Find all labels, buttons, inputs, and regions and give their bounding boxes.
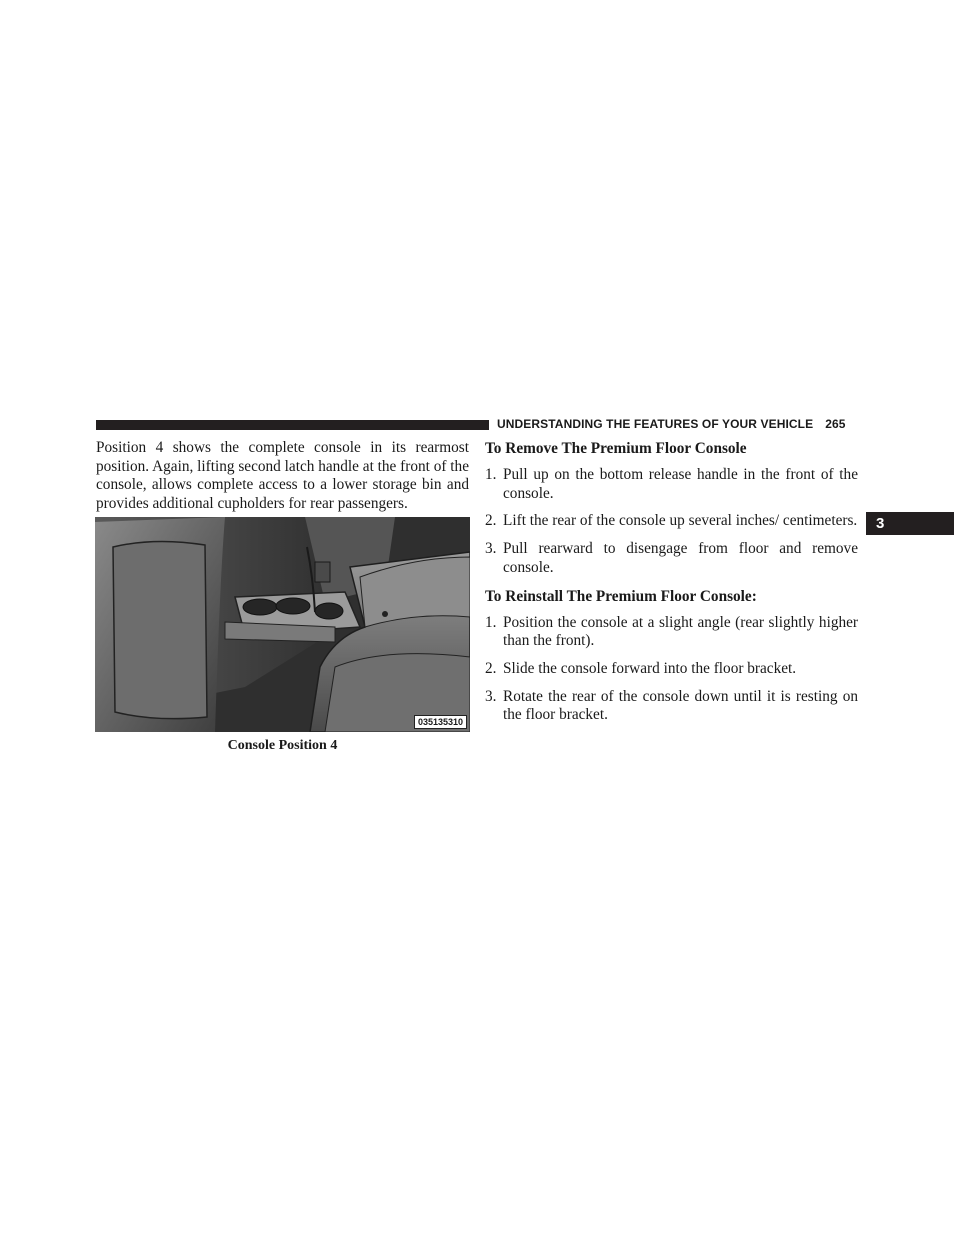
list-item xyxy=(485,614,858,651)
reinstall-heading: To Reinstall The Premium Floor Console: xyxy=(485,587,757,605)
step-number: 2. xyxy=(485,512,497,530)
step-number: 1. xyxy=(485,613,497,631)
figure-caption: Console Position 4 xyxy=(227,738,338,753)
list-item xyxy=(485,512,858,531)
step-text: Pull up on the bottom release handle in the front of the console. xyxy=(503,466,858,502)
step-number: 2. xyxy=(485,659,497,677)
step-text: Slide the console forward into the floor bracket. xyxy=(503,659,797,677)
list-item xyxy=(485,660,858,679)
header-rule xyxy=(96,420,489,430)
remove-steps xyxy=(485,466,858,578)
console-illustration xyxy=(95,517,470,732)
reinstall-steps xyxy=(485,614,858,726)
step-number: 3. xyxy=(485,687,497,705)
step-text: Pull rearward to disengage from floor and remove console. xyxy=(503,540,858,576)
list-item xyxy=(485,688,858,725)
instructions-column xyxy=(485,439,858,734)
running-header xyxy=(497,417,846,431)
step-text: Position the console at a slight angle (rear slightly higher than the front). xyxy=(503,613,858,650)
image-code-label: 035135310 xyxy=(414,715,467,729)
remove-heading: To Remove The Premium Floor Console xyxy=(485,440,747,457)
step-number: 1. xyxy=(485,466,497,483)
chapter-tab: 3 xyxy=(866,512,954,535)
list-item xyxy=(485,540,858,577)
console-illustration-drawing xyxy=(95,517,470,732)
step-text: Rotate the rear of the console down until it is resting on the floor bracket. xyxy=(503,687,858,724)
step-number: 3. xyxy=(485,540,497,558)
page-number: 265 xyxy=(825,417,846,431)
intro-paragraph: Position 4 shows the complete console in its rearmost position. Again, lifting second latch handle at the front of the console, allows complete access to a lower storage bin and provides additional cupholders for rear passengers. xyxy=(96,439,469,513)
list-item xyxy=(485,466,858,503)
step-text: Lift the rear of the console up several inches/ centimeters. xyxy=(503,512,858,530)
section-title: UNDERSTANDING THE FEATURES OF YOUR VEHICLE xyxy=(497,417,814,431)
